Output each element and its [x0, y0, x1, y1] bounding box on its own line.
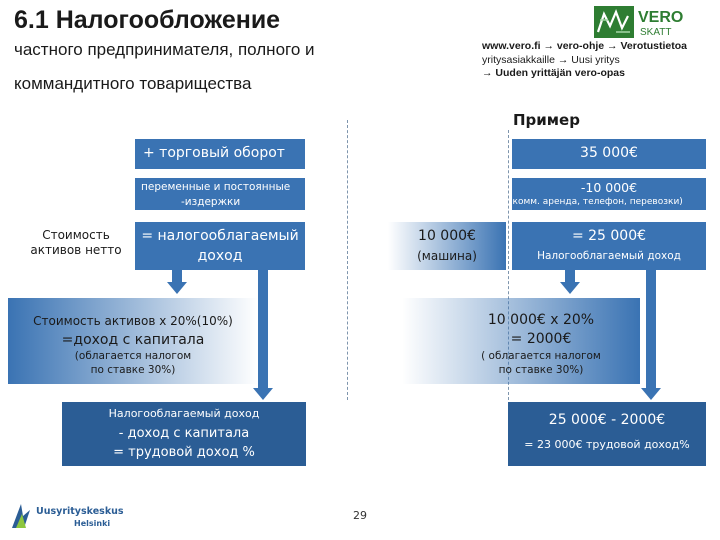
- vero-logo-graphic: [594, 6, 706, 38]
- taxable-label-line1: = налогооблагаемый: [141, 228, 299, 244]
- source-reference: [482, 40, 714, 81]
- arrow-down-icon: [253, 388, 273, 400]
- page-subtitle-line1: частного предпринимателя, полного и: [14, 40, 315, 59]
- turnover-value-box: [512, 139, 706, 169]
- arrow-shaft-assets: [172, 270, 182, 282]
- capital-value-note-line2: по ставке 30%): [498, 364, 584, 376]
- earned-label-line3: = трудовой доход %: [113, 445, 255, 460]
- capital-value-note-line1: ( облагается налогом: [481, 350, 601, 362]
- turnover-value: 35 000€: [580, 145, 638, 161]
- page-number: 29: [353, 509, 367, 522]
- source-line-3: → Uuden yrittäjän vero-opas: [482, 67, 625, 79]
- arrow-down-icon: [560, 282, 580, 294]
- source-line-1: www.vero.fi → vero-ohje → Verotustietoa: [482, 40, 687, 52]
- vero-logo-text-top: VERO: [638, 9, 684, 26]
- costs-label-line1: переменные и постоянные: [141, 181, 291, 193]
- source-line-2: yritysasiakkaille → Uusi yritys: [482, 53, 620, 66]
- earned-label-line1: Налогооблагаемый доход: [108, 407, 260, 420]
- vero-logo-text-bottom: SKATT: [640, 27, 672, 38]
- footer-logo-text-line1: Uusyrityskeskus: [36, 506, 124, 517]
- capital-note-line2: по ставке 30%): [90, 364, 176, 376]
- example-label: Пример: [513, 111, 580, 129]
- taxable-value-box: [512, 222, 706, 270]
- divider-dashed-left: [347, 120, 348, 400]
- arrow-shaft-taxable-left: [258, 270, 268, 388]
- assets-label-line1: Стоимость: [42, 228, 110, 242]
- earned-value-box: [508, 402, 706, 466]
- page-title: 6.1 Налогообложение: [14, 6, 281, 34]
- capital-note-line1: (облагается налогом: [74, 350, 192, 362]
- arrow-down-icon: [167, 282, 187, 294]
- capital-value-line2: = 2000€: [510, 331, 572, 347]
- arrow-down-icon: [641, 388, 661, 400]
- earned-value-line1: 25 000€ - 2000€: [548, 412, 666, 428]
- capital-label-line2: =доход с капитала: [61, 332, 205, 348]
- uusyrityskeskus-logo-icon: [10, 502, 32, 530]
- machine-value: 10 000€: [418, 228, 476, 244]
- costs-label-line2: -издержки: [181, 196, 241, 208]
- taxable-value: = 25 000€: [571, 228, 647, 244]
- arrow-shaft-taxable-right: [646, 270, 656, 388]
- taxable-label-box: [135, 222, 305, 270]
- page-subtitle-line2: коммандитного товарищества: [14, 74, 252, 93]
- vero-logo: [594, 6, 706, 38]
- capital-label-box: [8, 298, 258, 384]
- earned-label-line2: - доход с капитала: [118, 426, 250, 441]
- machine-box: [388, 222, 506, 270]
- capital-value-line1: 10 000€ х 20%: [487, 312, 595, 328]
- taxable-label-line2: доход: [197, 248, 243, 264]
- taxable-value-note: Налогооблагаемый доход: [537, 250, 681, 262]
- assets-label: [20, 228, 132, 257]
- capital-value-box: [402, 298, 640, 384]
- costs-label-box: [135, 178, 305, 210]
- arrow-shaft-machine: [565, 270, 575, 282]
- machine-note: (машина): [417, 249, 477, 263]
- turnover-label-box: [135, 139, 305, 169]
- footer-logo-text-line2: Helsinki: [74, 519, 111, 528]
- earned-label-box: [62, 402, 306, 466]
- costs-value-box: [509, 178, 706, 210]
- turnover-label: + торговый оборот: [143, 145, 285, 161]
- capital-label-line1: Стоимость активов х 20%(10%): [33, 314, 233, 328]
- assets-label-line2: активов нетто: [30, 243, 122, 257]
- earned-value-line2: = 23 000€ трудовой доход%: [524, 438, 690, 451]
- costs-note: (комм. аренда, телефон, перевозки): [509, 197, 683, 207]
- costs-value: -10 000€: [580, 180, 638, 195]
- uusyrityskeskus-logo: [10, 500, 124, 534]
